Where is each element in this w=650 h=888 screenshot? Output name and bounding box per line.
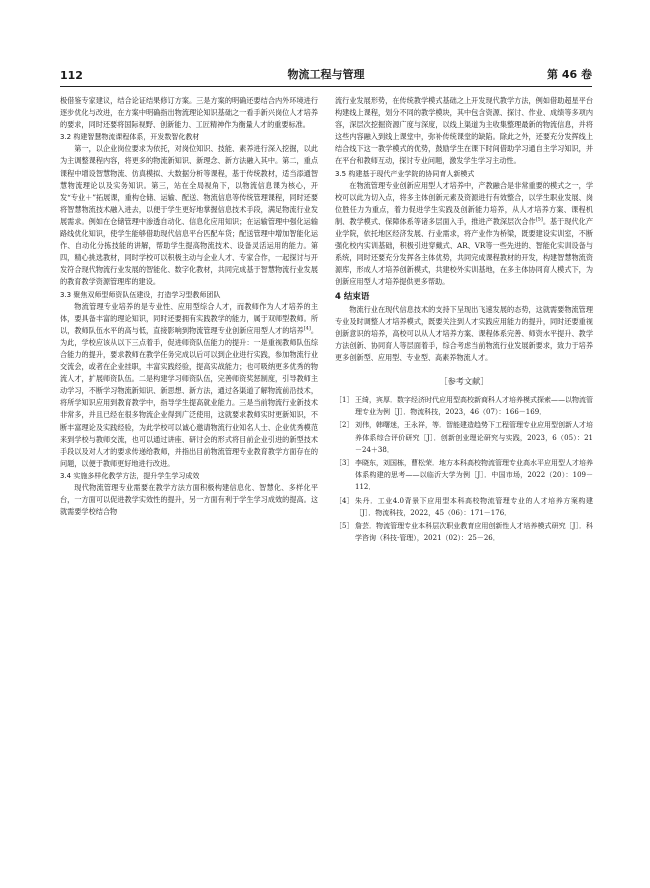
citation-4: [4]: [303, 325, 311, 332]
reference-text: 朱丹．工业4.0背景下应用型本科高校物流管理专业的人才培养方案构建［J］．物流科技，2022，45（06）：171－176．: [355, 496, 593, 517]
journal-title: 物流工程与管理: [287, 68, 365, 81]
reference-item: [335, 495, 593, 519]
references-title: ［参考文献］: [439, 375, 489, 386]
reference-item: [335, 419, 593, 456]
section-heading-3-5: 3.5 构建基于现代产业学院的协同育人新模式: [335, 169, 475, 178]
reference-item: [335, 394, 593, 418]
reference-number: ［1］: [335, 396, 354, 405]
reference-item: [335, 520, 593, 544]
paragraph-3-3-text-b: 。为此，学校应该从以下三点着手，促进师资队伍能力的提升：一是重视教师队伍综合能力的提升，要求教师在教学任务完成以后可以到企业进行实践，参加物流行业交流会，或者在企业挂职，丰富实践经验，提高实战能力；也可吸纳更多优秀的物流人才，扩展师资队伍。二是构建学习师资队伍，完善师资奖惩制度，引导教师主动学习，不断学习物流新知识、新思想、新方法，通过各渠道了解物流前沿技术，将所学知识应用到教育教学中，指导学生提高就业能力。三是当前物流行业新技术非常多，并且已经在很多物流企业得到广泛使用，这就要求教师实时更新知识，不断丰富理论及实践经验，为此学校可以诚心邀请物流行业知名人士、企业优秀模范来到学校与教师交流，也可以通过讲座、研讨会的形式将目前企业引进的新型技术手段以及对人才的要求传递给教师，并指出目前物流管理专业教育教学方面存在的问题，以便于教师更好地进行改进。: [60, 325, 318, 468]
paragraph-3-3: [60, 301, 318, 470]
paragraph-continued-right: 流行业发展形势，在传统教学模式基础之上开发现代教学方法，例如借助超星平台构建线上课程，划分不同的教学模块，其中包含资源、探讨、作业、成绩等多项内容，深层次挖掘资源广度与深度，以线上渠道为主收集整理最新的物流信息，并将这些内容融入到线上课堂中，弥补传统课堂的缺陷。除此之外，还要充分发挥线上结合线下这一教学模式的优势，鼓励学生在课下时间借助学习通自主学习知识，并在平台和教师互动，探讨专业问题，激发学生学习主动性。: [335, 96, 593, 166]
paragraph-3-3-text-a: 物流管理专业培养的是专业性、应用型综合人才，而教师作为人才培养的主体，要具备丰富的理论知识，同时还要拥有实践教学的能力，属于双师型教师。所以，教师队伍水平的高与低，直接影响到物流管理专业创新应用型人才的培养: [60, 301, 318, 335]
paragraph-3-5-text-b: 。基于现代化产业学院，依托地区经济发展、行业需求，将产业作为桥梁，既要建设实训室，不断强化校内实训基础，积极引进穿戴式、AR、VR等一些先进的、智能化实训设备与系统，同时还要充分发挥各主体优势，共同完成课程教材的开发，构建智慧物流资源库，形成人才培养创新模式，共建校外实训基地，在多主体协同育人模式下，为创新应用型人才培养提供更多帮助。: [335, 216, 593, 287]
section-heading-3-2: 3.2 构建智慧物流课程体系，开发数智化教材: [60, 133, 200, 142]
reference-number: ［5］: [335, 522, 354, 531]
reference-number: ［4］: [335, 496, 354, 505]
section-heading-3-3: 3.3 聚焦双师型师资队伍建设，打造学习型教师团队: [60, 290, 221, 299]
citation-5: [5]: [535, 216, 543, 223]
left-column: [60, 95, 318, 518]
page-number: 112: [60, 69, 83, 82]
references-list: [335, 394, 593, 544]
reference-text: 詹芸．物流管理专业本科层次职业教育应用创新性人才培养模式研究［J］．科学咨询（科技·管理），2021（02）：25－26．: [355, 522, 593, 543]
paragraph-3-4: 现代物流管理专业需要在教学方法方面积极构建信息化、智慧化、多样化平台，一方面可以促进教学实效性的提升，另一方面有利于学生学习成效的提高。这就需要学校结合物: [60, 483, 318, 517]
section-heading-4: 4 结束语: [335, 291, 370, 302]
reference-number: ［2］: [335, 421, 354, 430]
paragraph-3-5-text-a: 在物流管理专业创新应用型人才培养中，产教融合是非常重要的模式之一，学校可以此为切入点，将多主体创新元素及资源进行有效整合，以学生职业发展、岗位胜任力为重点，着力促进学生实践及创新能力培养，从人才培养方案、课程机制、教学模式、保障体系等诸多层面入手，推进产教深层次合作: [335, 180, 593, 226]
section-heading-3-4: 3.4 实施多样化教学方法，提升学生学习成效: [60, 471, 200, 480]
paragraph-3-2: 第一，以企业岗位要求为依托，对岗位知识、技能、素养进行深入挖掘，以此为主调整课程内容，将更多的物流新知识、新理念、新方法融入其中。第二，重点课程中增设智慧物流、仿真模拟、大数据分析等课程，基于传统教材，适当添通智慧物流理论以及实务知识。第三，站在全局视角下，以物流信息课为核心，开发“专业＋”拓展课，重构仓储、运输、配送、物流信息等传统管理课程，同时还要将智慧物流技术融入进去，以便于学生更好地掌握信息技术手段，满足物流行业发展需求。例如在仓储管理中渗透自动化、信息化应用知识；在运输管理中强化运输路线优化知识，使学生能够借助现代信息平台匹配车货；配送管理中增加智能化运作、自动化分拣技能的讲解，帮助学生提高物流技术、设备灵活运用的能力。第四，精心挑选教材，同时学校可以积极主动与企业人才、专家合作，一起探讨与开发符合现代物流行业发展的智能化、数字化教材，共同完成基于智慧物流行业发展的教育教学资源管理库的建设。: [60, 144, 318, 287]
reference-text: 李晓东，刘国栋，曹松荣．地方本科高校物流管理专业高水平应用型人才培养体系构建的思考——以临沂大学为例［J］．中国市场，2022（20）：109－112．: [355, 459, 593, 492]
page-header: [60, 66, 592, 87]
reference-text: 刘伟，韩曙迷，王永祥，等．智能建造趋势下工程管理专业应用型创新人才培养体系综合评价研究［J］．创新创业理论研究与实践，2023，6（05）：21－24＋38．: [355, 421, 593, 454]
paragraph-3-5: [335, 180, 593, 289]
paragraph-conclusion: 物流行业在现代信息技术的支持下呈现出飞速发展的态势，这就需要物流管理专业及时调整人才培养模式，既要关注到人才实践应用能力的提升，同时还要重视创新意识的培养，高校可以从人才培养方案、课程体系完善、师资水平提升、教学方法创新、协同育人等层面着手，综合考虑当前物流行业发展新要求，致力于培养更多创新型、应用型、专业型、高素养物流人才。: [335, 304, 593, 362]
right-column: [335, 95, 593, 546]
reference-text: 王绮，宾厚．数字经济时代应用型高校新商科人才培养模式探索——以物流管理专业为例［J］．物流科技，2023，46（07）：166－169．: [355, 396, 593, 417]
paragraph-continued: 极借鉴专家建议，结合论证结果修订方案。三是方案的明确还要结合内外环境进行逐步优化与改进，在方案中明确指出物流理论知识基础之一看手新兴岗位人才培养的要求，同时还要将国际视野、创新能力、工匠精神作为衡量人才的重要标准。: [60, 96, 318, 130]
reference-number: ［3］: [335, 459, 354, 468]
reference-item: [335, 457, 593, 494]
volume-label: 第 46 卷: [547, 68, 592, 81]
